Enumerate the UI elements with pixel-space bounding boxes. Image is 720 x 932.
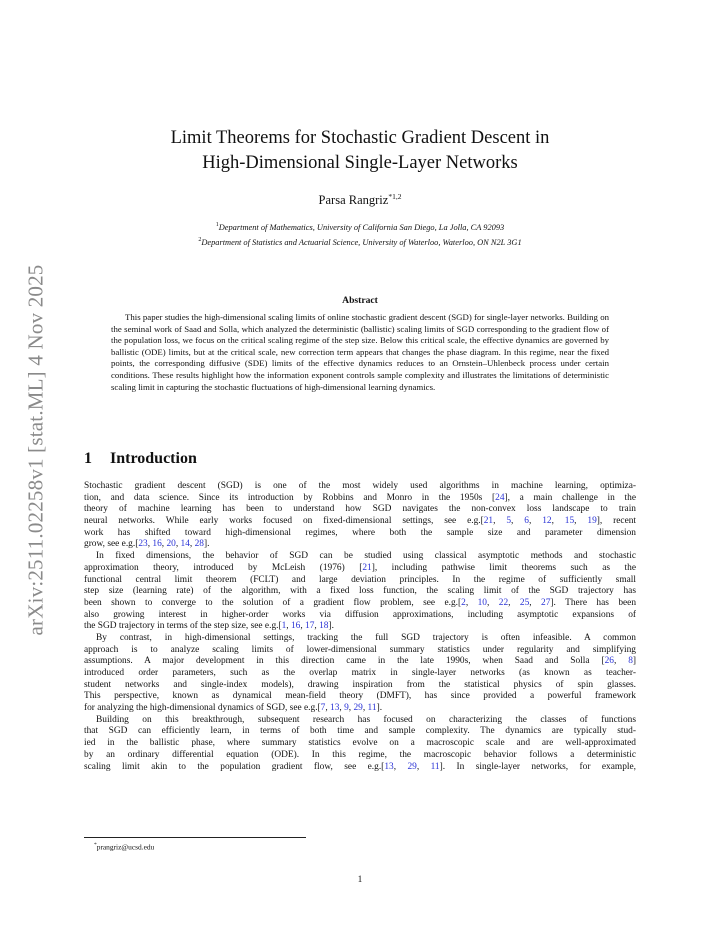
paper-title — [80, 126, 640, 176]
body-text: neural networks. While early works focused on fixed-dimensional settings, see e.g.[ — [84, 516, 484, 527]
body-line — [84, 621, 636, 633]
body-text: , — [529, 597, 542, 608]
body-text: , — [416, 761, 431, 772]
affiliation-1 — [80, 219, 640, 234]
citation-link[interactable]: 25 — [519, 597, 530, 608]
body-text: ]. — [328, 621, 334, 632]
body-line — [84, 586, 636, 598]
affiliation-1-text: Department of Mathematics, University of California San Diego, La Jolla, CA 92093 — [218, 222, 505, 232]
citation-link[interactable]: 1 — [281, 621, 287, 632]
body-text: , — [175, 539, 181, 550]
affiliation-2 — [80, 234, 640, 249]
body-text: theory of machine learning has been to understand how SGD navigates the non-convex loss landscape to train — [84, 504, 636, 515]
body-text: , — [493, 516, 507, 527]
body-text: ]. — [376, 703, 383, 714]
arxiv-sidebar — [16, 240, 56, 660]
citation-link[interactable]: 23 — [138, 539, 148, 550]
introduction-body — [84, 481, 636, 773]
body-text: ], including pathwise limit theorems such as the — [371, 562, 636, 573]
body-text: for analyzing the high-dimensional dynamics of SGD, see e.g.[ — [84, 703, 321, 714]
body-text: ], a main challenge in the — [504, 492, 636, 503]
body-line — [84, 528, 636, 540]
body-line — [84, 610, 636, 622]
body-text: This perspective, known as dynamical mean-field theory (DMFT), has since provided a powerful framework — [84, 691, 636, 702]
body-text: scaling limit akin to the population gradient flow, see e.g.[ — [84, 761, 385, 772]
page-number: 1 — [357, 875, 363, 885]
body-line — [84, 738, 636, 750]
body-text: By contrast, in high-dimensional settings, tracking the full SGD trajectory is often infeasible. A common — [96, 632, 636, 643]
body-text: student networks and single-index models), drawing inspiration from the statistical physics of spin glasses. — [84, 679, 636, 690]
body-text: , — [286, 621, 291, 632]
body-text: ] — [632, 656, 637, 667]
citation-link[interactable]: 28 — [194, 539, 204, 550]
citation-link[interactable]: 8 — [628, 656, 633, 667]
section-number: 1 — [84, 450, 92, 467]
body-text: Stochastic gradient descent (SGD) is one of the most widely used algorithms in machine learning, optimiza- — [84, 481, 636, 491]
body-text: , — [574, 516, 588, 527]
footnote — [94, 842, 154, 851]
abstract-heading: Abstract — [342, 295, 378, 306]
title-line-1: Limit Theorems for Stochastic Gradient Descent in — [170, 128, 550, 148]
citation-link[interactable]: 11 — [367, 703, 377, 714]
citation-link[interactable]: 29 — [407, 761, 417, 772]
footnote-email: prangriz@ucsd.edu — [96, 842, 155, 852]
body-text: ]. In single-layer networks, for example, — [439, 761, 636, 772]
section-heading — [84, 450, 636, 468]
abstract-text: This paper studies the high-dimensional scaling limits of online stochastic gradient descent (SGD) for single-layer networks. Building on the seminal work of Saad and Solla, which analyzed the deterministic (ballistic) scaling limits of SGD corresponding to the gradient flow of the population loss, we focus on the critical scaling regime of the step size. Below this critical scale, the effective dynamics are governed by ballistic (ODE) limits, but at the critical scale, new correction term appears that changes the phase diagram. In this regime, near the fixed points, the corresponding diffusive (SDE) limits of the effective dynamics reduces to an Ornstein–Uhlenbeck process under certain conditions. These results highlight how the information exponent controls sample complexity and illustrates the limitations of deterministic scaling limit in capturing the stochastic fluctuations of high-dimensional learning dynamics. — [111, 312, 609, 392]
citation-link[interactable]: 9 — [344, 703, 349, 714]
body-text: , — [511, 516, 525, 527]
citation-link[interactable]: 6 — [524, 516, 529, 527]
citation-link[interactable]: 24 — [495, 492, 505, 503]
body-text: , — [189, 539, 195, 550]
body-text: , — [486, 597, 499, 608]
body-line — [84, 575, 636, 587]
body-line — [84, 493, 636, 505]
citation-link[interactable]: 29 — [353, 703, 363, 714]
citation-link[interactable]: 22 — [498, 597, 509, 608]
author-name: Parsa Rangriz — [318, 193, 389, 208]
citation-link[interactable]: 18 — [319, 621, 329, 632]
body-text: approximation theory, introduced by McLeish (1976) [ — [84, 562, 363, 573]
body-line — [84, 633, 636, 645]
citation-link[interactable]: 15 — [564, 516, 575, 527]
body-text: , — [551, 516, 565, 527]
citation-link[interactable]: 7 — [320, 703, 326, 714]
citation-link[interactable]: 21 — [362, 562, 372, 573]
body-line — [84, 563, 636, 575]
citation-link[interactable]: 10 — [477, 597, 487, 608]
body-text: ], recent — [596, 516, 637, 527]
citation-link[interactable]: 11 — [430, 761, 440, 772]
body-text: the SGD trajectory in terms of the step size, see e.g.[ — [84, 621, 282, 632]
body-text: step size (learning rate) of the algorithm, with a fixed loss function, the scaling limit of the SGD trajectory has — [84, 586, 636, 597]
citation-link[interactable]: 20 — [166, 539, 176, 550]
body-text: approach is to analyze scaling limits of lower-dimensional summary statistics under regularity and simplifying — [84, 644, 636, 655]
author-line — [80, 192, 640, 208]
affiliation-2-num: 2 — [198, 237, 202, 244]
body-text: introduced order parameters, such as the overlap matrix in single-layer networks (as known as teacher- — [84, 668, 636, 678]
section-title: Introduction — [110, 450, 197, 467]
body-line — [84, 516, 636, 528]
affiliation-1-num: 1 — [215, 222, 219, 228]
body-line — [84, 668, 636, 680]
body-text: that SGD can efficiently learn, in terms of both time and sample complexity. The dynamics are typically stud- — [84, 726, 636, 737]
body-text: , — [161, 539, 167, 550]
body-line — [84, 680, 636, 692]
body-line — [84, 656, 636, 668]
arxiv-identifier: arXiv:2511.02258v1 [stat.ML] 4 Nov 2025 — [23, 264, 48, 636]
body-line — [84, 598, 636, 610]
footnote-mark: * — [94, 842, 97, 848]
citation-link[interactable]: 26 — [604, 656, 614, 667]
body-text: , — [393, 761, 408, 772]
body-text: work has shifted toward high-dimensional regimes, where both the sample size and parameter dimension — [84, 527, 636, 538]
citation-link[interactable]: 12 — [542, 516, 552, 527]
body-line — [84, 703, 636, 715]
body-text: , — [339, 703, 345, 714]
body-text: , — [465, 597, 478, 608]
citation-link[interactable]: 19 — [587, 516, 597, 527]
citation-link[interactable]: 16 — [152, 539, 162, 550]
body-text: , — [528, 516, 543, 527]
body-text: assumptions. A major development in this direction came in the late 1990s, when Saad and Solla [ — [84, 656, 605, 667]
citation-link[interactable]: 13 — [384, 761, 394, 772]
citation-link[interactable]: 5 — [506, 516, 512, 527]
body-text: Building on this breakthrough, subsequent research has focused on characterizing the classes of functions — [96, 714, 636, 725]
body-text: by an ordinary differential equation (ODE). In this regime, the macroscopic behavior follows a deterministic — [84, 749, 636, 760]
body-text: ]. — [203, 539, 210, 550]
body-line — [84, 539, 636, 551]
body-text: been shown to converge to the solution of a gradient flow problem, see e.g.[ — [84, 597, 462, 608]
body-text: , — [348, 703, 354, 714]
body-text: , — [314, 621, 320, 632]
body-text: In fixed dimensions, the behavior of SGD can be studied using classical asymptotic methods and stochastic — [96, 551, 636, 562]
affiliation-2-text: Department of Statistics and Actuarial Science, University of Waterloo, Waterloo, ON N2L 3G1 — [201, 238, 522, 248]
footnote-rule — [84, 837, 306, 838]
body-text: , — [147, 539, 153, 550]
body-line — [84, 750, 636, 762]
body-line — [84, 551, 636, 563]
body-line — [84, 504, 636, 516]
citation-link[interactable]: 13 — [330, 703, 340, 714]
citation-link[interactable]: 27 — [541, 597, 551, 608]
body-text: ied in the ballistic phase, where summary statistics evolve on a macroscopic scale and are well-approximated — [84, 738, 636, 749]
body-text: , — [325, 703, 331, 714]
body-text: ]. There has been — [550, 597, 637, 608]
body-text: , — [362, 703, 368, 714]
body-text: also growing interest in higher-order works via diffusion approximations, including asymptotic expansions of — [84, 609, 636, 620]
body-line — [84, 645, 636, 657]
body-text: , — [300, 621, 306, 632]
body-line — [84, 762, 636, 774]
body-text: , — [613, 656, 629, 667]
author-marks: *1,2 — [388, 192, 402, 201]
body-text: functional central limit theorem (FCLT) and large deviation principles. In the regime of sufficiently small — [84, 574, 636, 585]
citation-link[interactable]: 21 — [483, 516, 494, 527]
body-line — [84, 715, 636, 727]
citation-link[interactable]: 14 — [180, 539, 190, 550]
body-text: , — [508, 597, 520, 608]
abstract-body — [111, 312, 609, 393]
citation-link[interactable]: 2 — [461, 597, 466, 608]
body-text: grow, see e.g.[ — [84, 539, 139, 550]
affiliations — [80, 219, 640, 250]
citation-link[interactable]: 17 — [305, 621, 315, 632]
body-line — [84, 481, 636, 493]
title-line-2: High-Dimensional Single-Layer Networks — [202, 153, 518, 173]
citation-link[interactable]: 16 — [290, 621, 301, 632]
body-line — [84, 726, 636, 738]
body-line — [84, 691, 636, 703]
body-text: tion, and data science. Since its introduction by Robbins and Monro in the 1950s [ — [84, 492, 496, 503]
